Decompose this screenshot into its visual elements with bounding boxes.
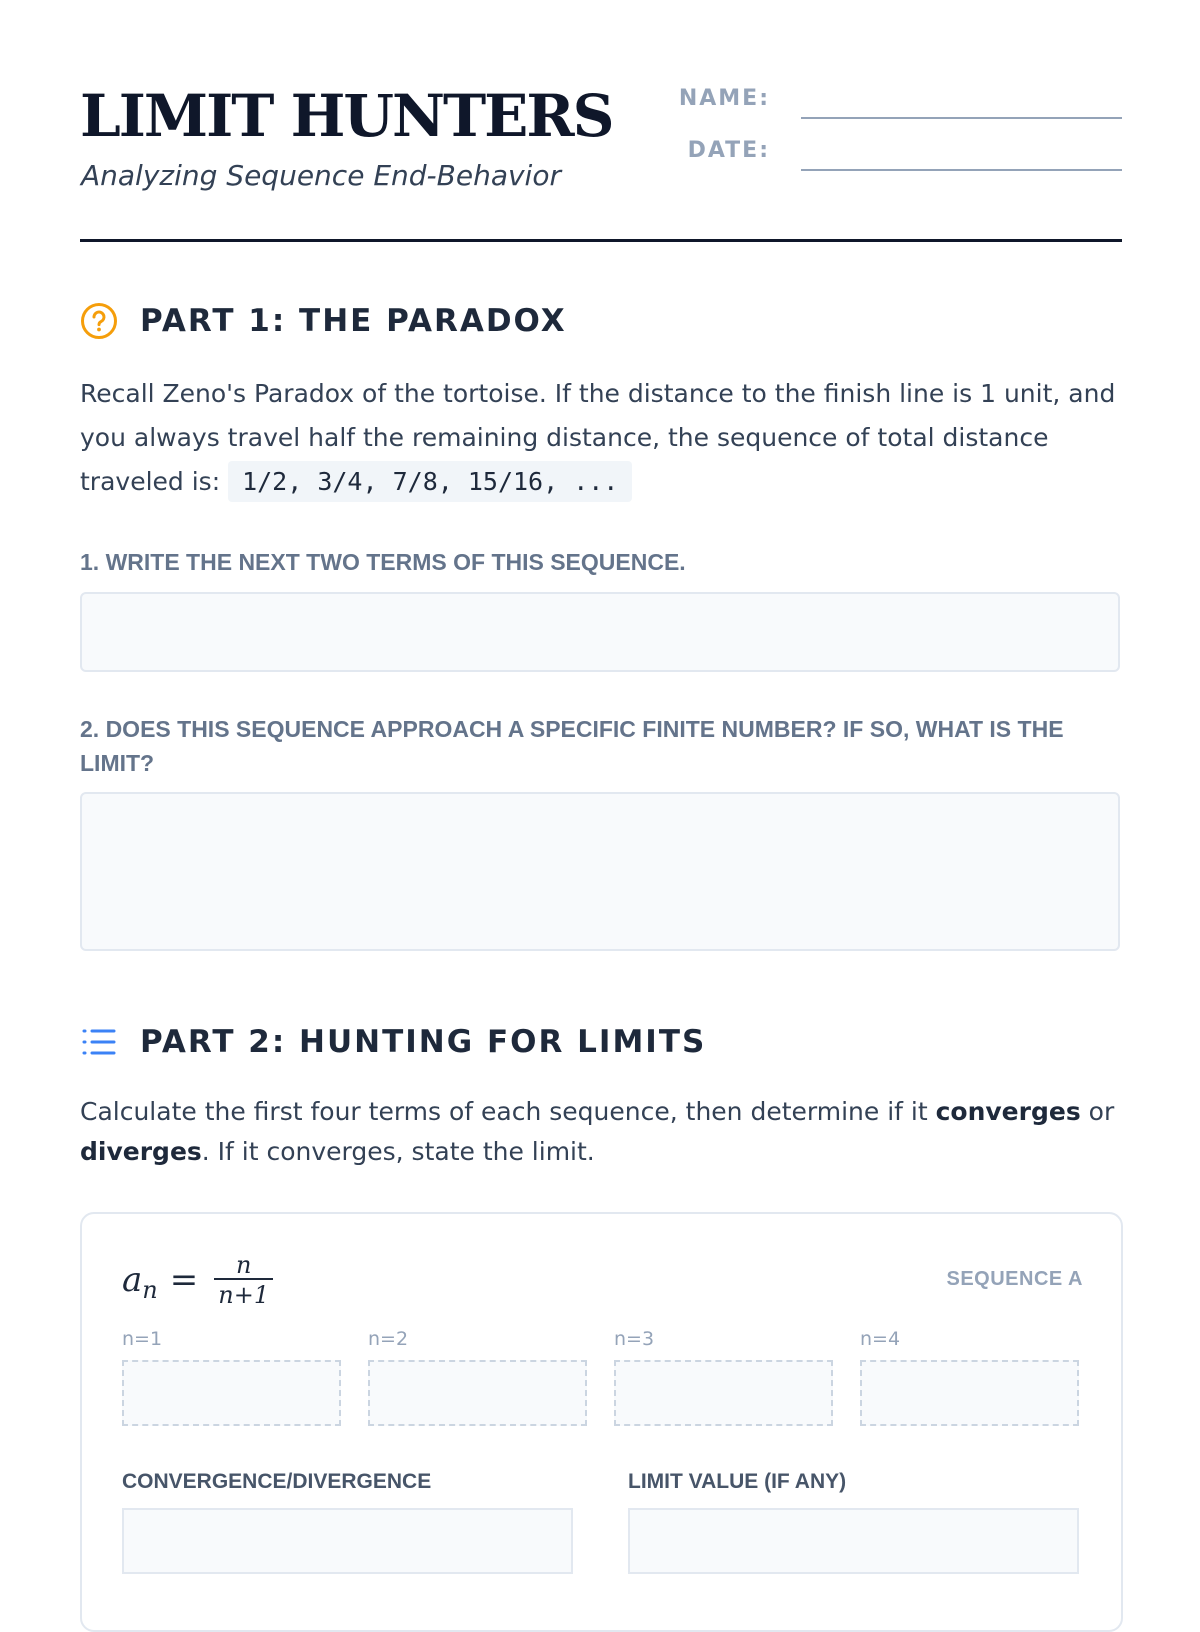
term-label-1: n=1 (122, 1328, 163, 1350)
sequence-code: 1/2, 3/4, 7/8, 15/16, ... (228, 461, 632, 502)
question-circle-icon (80, 302, 118, 340)
part1-heading (80, 301, 567, 341)
convergence-label: CONVERGENCE/DIVERGENCE (122, 1470, 432, 1493)
question-1-answer[interactable] (80, 592, 1120, 672)
part2-intro-text: Calculate the first four terms of each sequence, then determine if it (80, 1097, 936, 1126)
sequence-formula (122, 1250, 273, 1310)
term-label-4: n=4 (860, 1328, 901, 1350)
name-field[interactable] (801, 117, 1122, 119)
sequence-tag: SEQUENCE A (946, 1268, 1083, 1290)
formula-equals: = (169, 1260, 199, 1300)
formula-variable: a (122, 1260, 143, 1300)
worksheet-title: LIMIT HUNTERS (80, 82, 613, 150)
question-1-label: 1. WRITE THE NEXT TWO TERMS OF THIS SEQUENCE. (80, 549, 686, 575)
term-label-3: n=3 (614, 1328, 655, 1350)
worksheet-subtitle: Analyzing Sequence End-Behavior (81, 159, 561, 192)
formula-subscript: n (142, 1276, 158, 1304)
part2-heading (80, 1022, 706, 1062)
part2-intro (80, 1092, 1130, 1172)
part2-intro-or: or (1080, 1097, 1115, 1126)
convergence-input[interactable] (122, 1508, 573, 1574)
term-input-3[interactable] (614, 1360, 833, 1426)
date-field[interactable] (801, 169, 1122, 171)
formula-numerator: n (235, 1251, 252, 1279)
term-label-2: n=2 (368, 1328, 409, 1350)
part2-intro-tail: . If it converges, state the limit. (201, 1137, 595, 1166)
limit-value-label: LIMIT VALUE (IF ANY) (628, 1470, 847, 1493)
header-divider (80, 239, 1122, 242)
limit-value-input[interactable] (628, 1508, 1079, 1574)
part2-title: PART 2: HUNTING FOR LIMITS (140, 1024, 707, 1060)
name-label: NAME: (678, 86, 770, 111)
list-icon (80, 1023, 118, 1061)
part1-title: PART 1: THE PARADOX (140, 303, 567, 339)
formula-denominator: n+1 (214, 1278, 273, 1308)
part1-intro (80, 372, 1130, 504)
term-input-1[interactable] (122, 1360, 341, 1426)
sequence-a-card (80, 1212, 1123, 1632)
converges-term: converges (935, 1097, 1081, 1126)
question-2-label: 2. DOES THIS SEQUENCE APPROACH A SPECIFIC FINITE NUMBER? IF SO, WHAT IS THE LIMIT? (80, 716, 1064, 776)
term-input-4[interactable] (860, 1360, 1079, 1426)
date-label: DATE: (687, 138, 770, 163)
formula-fraction (214, 1252, 273, 1308)
part1-intro-text: Recall Zeno's Paradox of the tortoise. If the distance to the finish line is 1 unit, and you always travel half the remaining distance, the sequence of total distance traveled is: (80, 379, 1116, 496)
term-input-2[interactable] (368, 1360, 587, 1426)
diverges-term: diverges (80, 1137, 202, 1166)
question-2-answer[interactable] (80, 792, 1120, 951)
